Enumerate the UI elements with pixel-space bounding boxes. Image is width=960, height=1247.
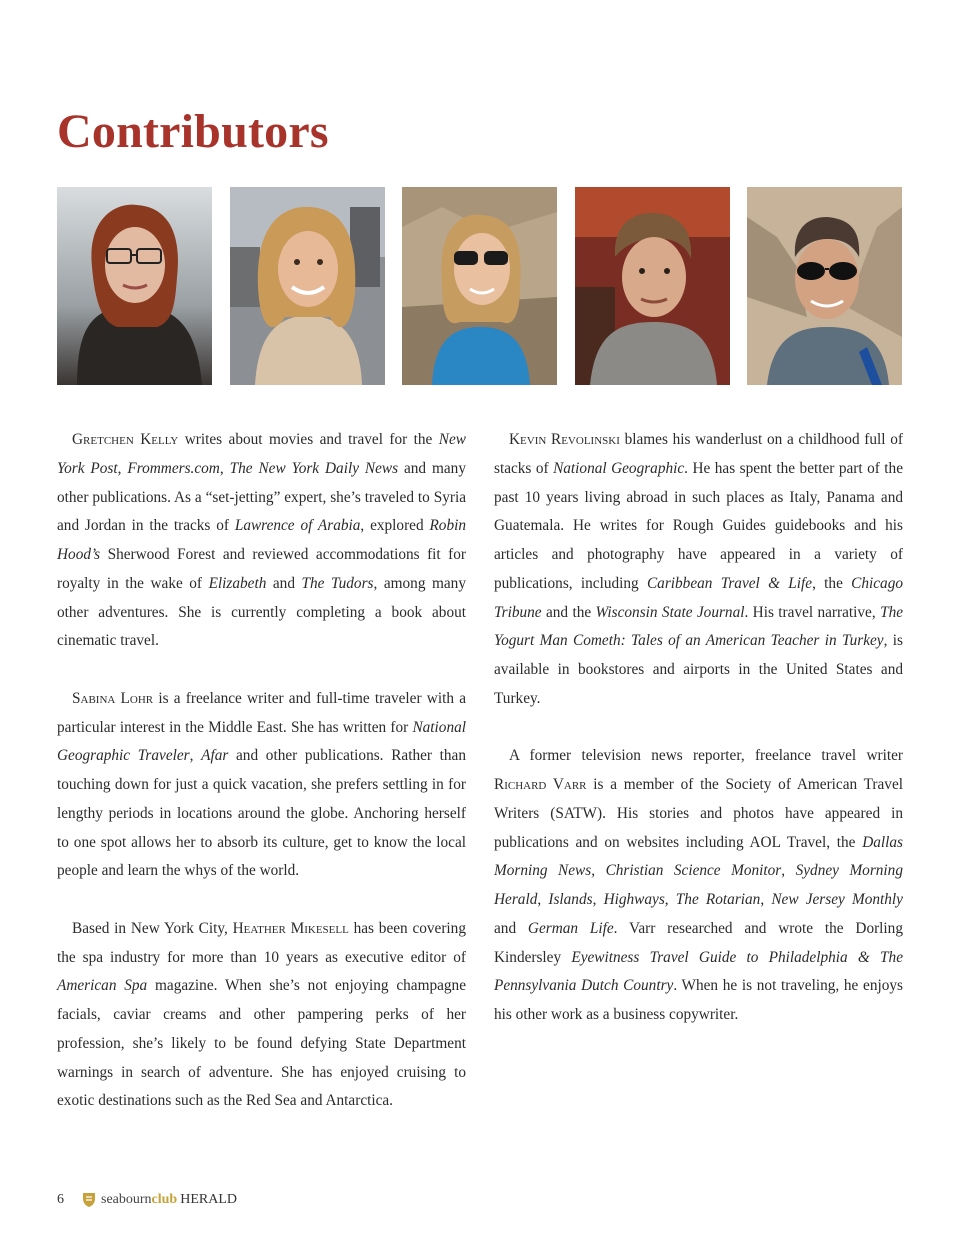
publication-title: Frommers.com: [127, 459, 220, 477]
publication-title: National Geographic: [553, 459, 685, 477]
bio-richard-varr: [494, 742, 903, 1030]
bio-text: magazine. When she’s not enjoying champagne facials, caviar creams and other pampering perks of her profession, she’s likely to be found defying State Department warnings in search of adventure. She has enjoyed cruising to exotic destinations such as the Red Sea and Antarctica.: [57, 977, 466, 1110]
contributor-name: Sabina Lohr: [72, 689, 154, 707]
contributor-name: Gretchen Kelly: [72, 431, 179, 448]
bio-text: . He has spent the better part of the past 10 years living abroad in such places as Italy, Panama and Guatemala. He writes for Rough Guides guidebooks and his articles and photography have appeared in a variety of publications, including: [494, 459, 903, 592]
bio-text: , the: [812, 574, 852, 592]
publication-title: German Life: [527, 919, 614, 937]
bio-gretchen-kelly: [57, 426, 466, 656]
contributor-name: Heather Mikesell: [232, 919, 349, 937]
portrait-image: [747, 187, 902, 385]
book-title: Eyewitness Travel Guide to Philadelphia & The Pennsylvania Dutch Country: [494, 948, 903, 995]
brand-herald: HERALD: [180, 1192, 238, 1207]
page-title: Contributors: [57, 105, 329, 158]
publication-title: New Jersey Monthly: [771, 891, 903, 908]
portrait-image: [575, 187, 730, 385]
film-title: Lawrence of Arabia: [234, 517, 361, 535]
portrait-image: [230, 187, 385, 385]
brand-seabourn: seabourn: [101, 1192, 152, 1207]
bio-text: Sherwood Forest and reviewed accommodations fit for royalty in the wake of: [57, 546, 466, 592]
bio-text: Based in New York City,: [72, 919, 233, 937]
bio-text: A former television news reporter, freelance travel writer: [509, 747, 903, 765]
contributor-photo-sabina-lohr: [230, 187, 385, 385]
bio-text: is a freelance writer and full-time traveler with a particular interest in the Middle East. She has written for: [57, 689, 466, 736]
bio-text: ,: [760, 891, 772, 908]
bio-text: . Varr researched and wrote the Dorling Kindersley: [494, 919, 903, 966]
bio-text: is a member of the Society of American Travel Writers (SATW). His stories and photos have appeared in publications and on websites including AOL Travel, the: [494, 776, 903, 851]
publication-title: Dallas Morning News: [494, 833, 903, 880]
contributor-photo-gretchen-kelly: [57, 187, 212, 385]
bio-text: ,: [781, 862, 796, 880]
publication-title: Caribbean Travel & Life: [646, 574, 813, 592]
bio-text: has been covering the spa industry for more than 10 years as executive editor of: [57, 919, 466, 966]
bio-text: ,: [219, 459, 230, 477]
publication-title: American Spa: [57, 977, 148, 995]
bio-text: and: [494, 919, 528, 937]
page-footer: [57, 1190, 237, 1210]
publication-title: New York Post: [57, 431, 466, 477]
bio-text: and the: [541, 603, 596, 621]
shield-crest-icon: [82, 1192, 96, 1208]
bio-sabina-lohr: [57, 685, 466, 886]
film-title: The Tudors: [301, 574, 374, 592]
publication-title: Islands: [548, 891, 593, 908]
page-number: 6: [57, 1192, 64, 1207]
publication-title: The New York Daily News: [229, 459, 399, 477]
bio-text: and: [266, 574, 302, 592]
bio-text: . His travel narrative,: [744, 603, 881, 621]
book-title: The Yogurt Man Cometh: Tales of an American Teacher in Turkey: [494, 603, 904, 650]
bio-text: ,: [591, 862, 606, 880]
publication-title: Highways: [603, 891, 665, 908]
film-title: Elizabeth: [208, 574, 267, 592]
left-column: [57, 426, 466, 1145]
publication-title: Sydney Morning Herald: [494, 862, 903, 908]
bio-text: blames his wanderlust on a childhood full of stacks of: [494, 431, 903, 477]
portrait-image: [57, 187, 212, 385]
publication-title: Chicago Tribune: [494, 574, 903, 621]
bio-text: , is available in bookstores and airports in the United States and Turkey.: [494, 632, 903, 707]
brand-club: club: [151, 1192, 178, 1207]
contributor-photo-kevin-revolinski: [575, 187, 730, 385]
bio-text: and other publications. Rather than touching down for just a quick vacation, she prefers settling in for lengthy periods in locations around the globe. Anchoring herself to one spot allows her to absorb its culture, get to know the local people and learn the whys of the world.: [57, 747, 466, 880]
bio-text: and many other publications. As a “set-jetting” expert, she’s traveled to Syria and Jordan in the tracks of: [57, 459, 466, 535]
publication-title: Afar: [201, 747, 229, 765]
publication-title: National Geographic Traveler: [57, 718, 466, 765]
publication-title: Christian Science Monitor: [605, 862, 782, 880]
bio-text: ,: [189, 747, 202, 765]
portrait-image: [402, 187, 557, 385]
contributor-name: Richard Varr: [494, 776, 587, 793]
publication-title: Wisconsin State Journal: [595, 603, 745, 621]
bio-text: ,: [537, 891, 549, 908]
bio-text: . When he is not traveling, he enjoys his other work as a business copywriter.: [494, 977, 903, 1023]
bio-text: ,: [664, 891, 676, 908]
bio-text: ,: [592, 891, 604, 908]
bio-text: , explored: [360, 517, 430, 535]
film-title: Robin Hood’s: [57, 517, 466, 563]
contributor-name: Kevin Revolinski: [509, 431, 620, 448]
bio-text: ,: [117, 459, 128, 477]
contributor-photo-richard-varr: [747, 187, 902, 385]
right-column: [494, 426, 903, 1059]
publication-title: The Rotarian: [675, 891, 761, 908]
bio-text: writes about movies and travel for the: [178, 431, 439, 448]
bio-heather-mikesell: [57, 915, 466, 1116]
bio-text: , among many other adventures. She is currently completing a book about cinematic travel.: [57, 574, 466, 650]
bio-kevin-revolinski: [494, 426, 903, 714]
contributor-photo-heather-mikesell: [402, 187, 557, 385]
